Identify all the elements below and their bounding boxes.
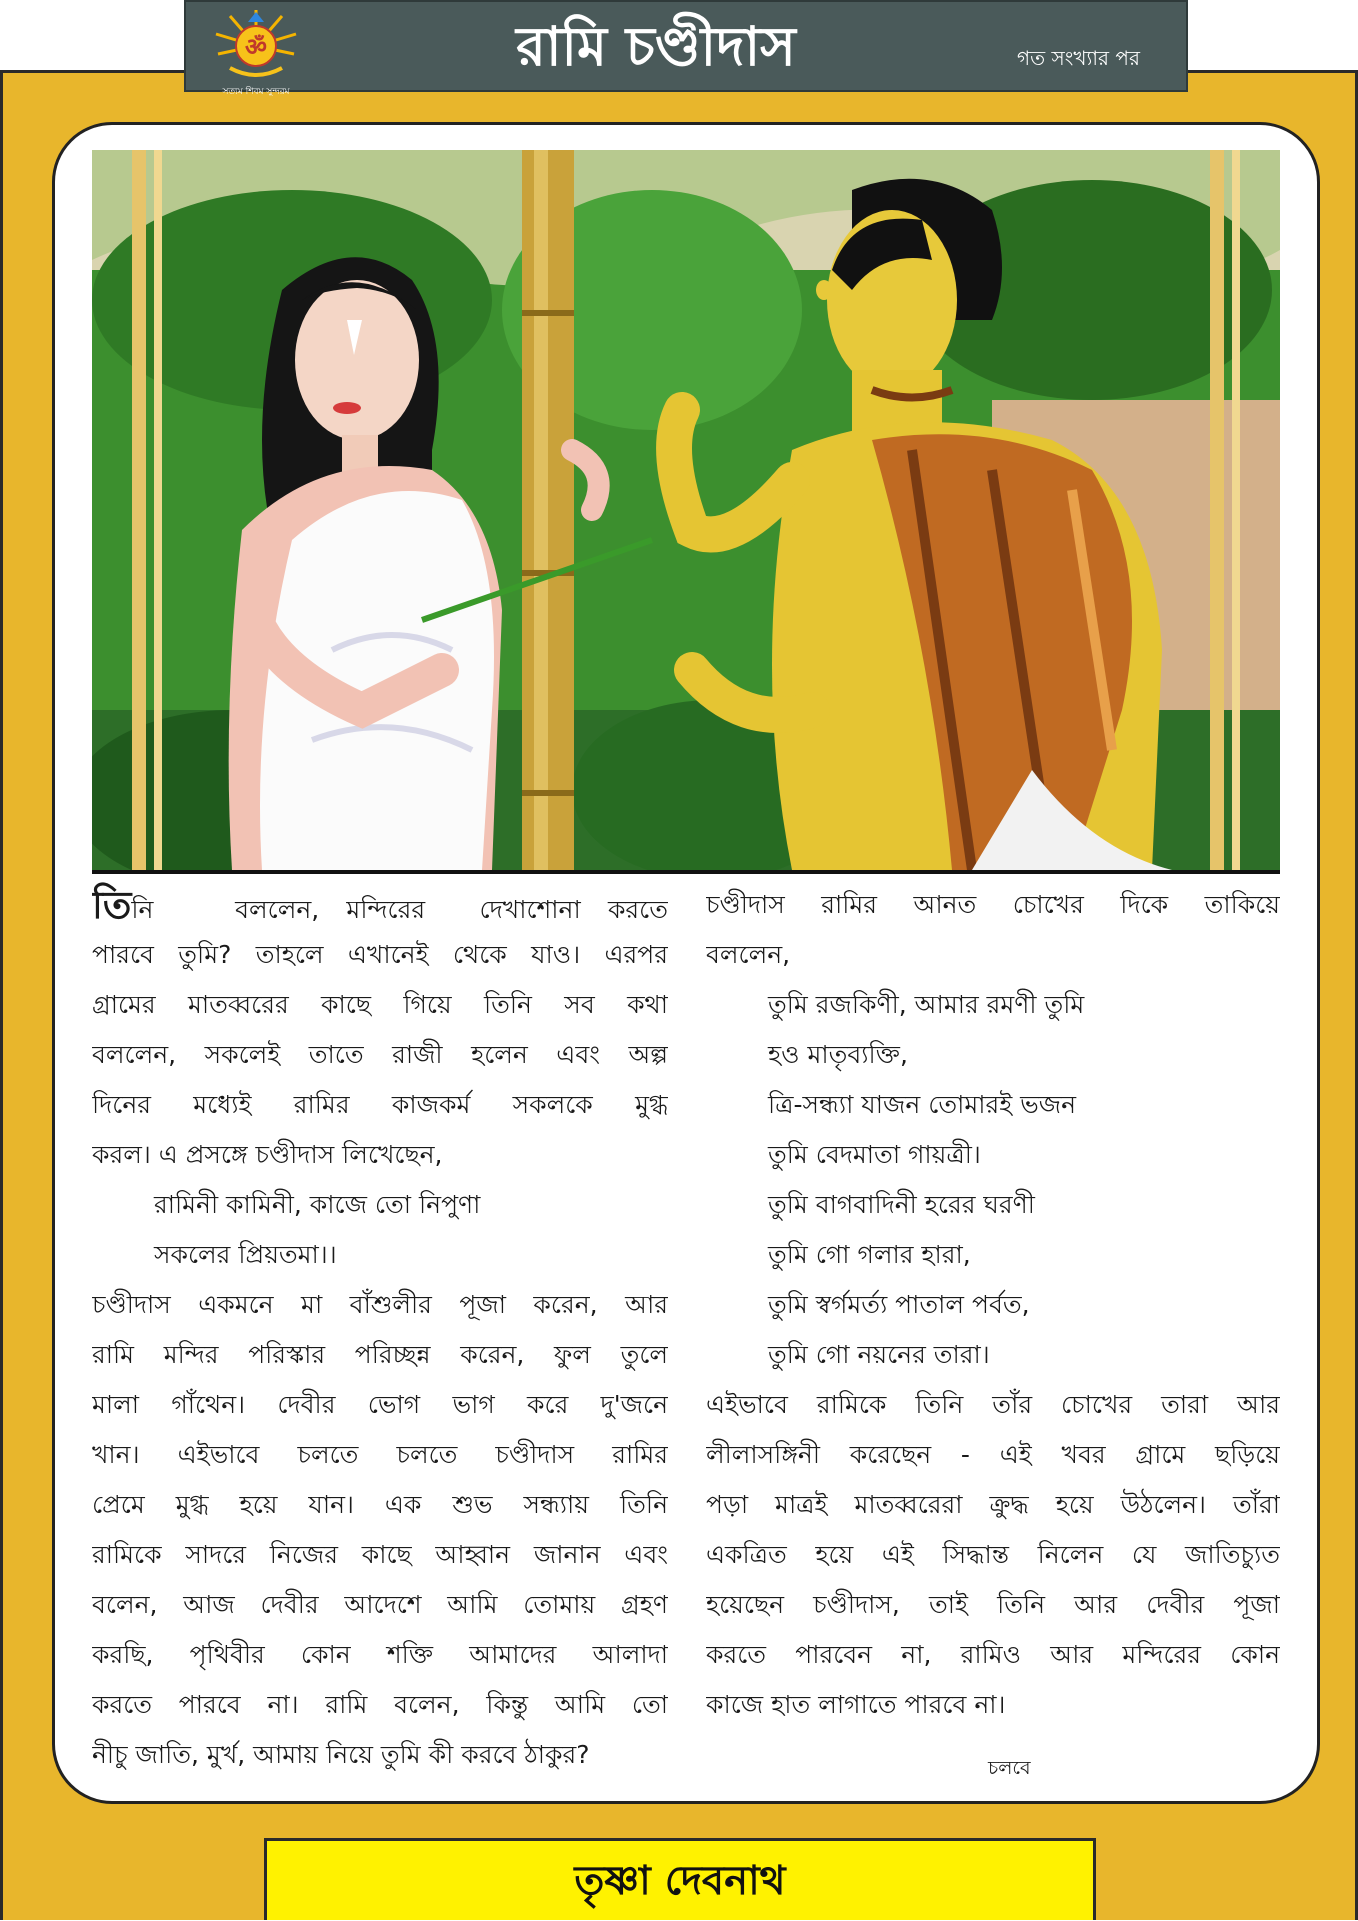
article-line: বলেন, আজ দেবীর আদেশে আমি তোমায় গ্রহণ: [92, 1590, 668, 1619]
section-divider: [92, 870, 1280, 874]
poem-line: রামিনী কামিনী, কাজে তো নিপুণা: [154, 1190, 481, 1219]
header-subtitle: গত সংখ্যার পর: [1017, 46, 1140, 70]
author-name: তৃষ্ণা দেবনাথ: [574, 1858, 786, 1904]
article-line: বললেন, সকলেই তাতে রাজী হলেন এবং অল্প: [92, 1040, 668, 1069]
poem-line: তুমি রজকিণী, আমার রমণী তুমি: [768, 990, 1085, 1019]
article-line: রামিকে সাদরে নিজের কাছে আহ্বান জানান এবং: [92, 1540, 668, 1569]
article-line: নীচু জাতি, মুর্খ, আমায় নিয়ে তুমি কী করবে ঠাকুর?: [92, 1740, 590, 1769]
poem-line: তুমি স্বর্গমর্ত্য পাতাল পর্বত,: [768, 1290, 1030, 1319]
article-line: করতে পারবে না। রামি বলেন, কিন্তু আমি তো: [92, 1690, 668, 1719]
article-line: লীলাসঙ্গিনী করেছেন - এই খবর গ্রামে ছড়িয়ে: [706, 1440, 1280, 1469]
poem-line: হও মাতৃব্যক্তি,: [768, 1040, 908, 1069]
article-line: [92, 880, 668, 930]
article-line: মালা গাঁথেন। দেবীর ভোগ ভাগ করে দু'জনে: [92, 1390, 668, 1419]
article-line: করছি, পৃথিবীর কোন শক্তি আমাদের আলাদা: [92, 1640, 668, 1669]
article-line: দিনের মধ্যেই রামির কাজকর্ম সকলকে মুগ্ধ: [92, 1090, 668, 1119]
author-box: [264, 1838, 1096, 1920]
poem-line: তুমি বাগবাদিনী হরের ঘরণী: [768, 1190, 1035, 1219]
article-column-left: [92, 880, 668, 1780]
poem-line: ত্রি-সন্ধ্যা যাজন তোমারই ভজন: [768, 1090, 1077, 1119]
header-bar: [184, 0, 1188, 97]
article-line: করতে পারবেন না, রামিও আর মন্দিরের কোন: [706, 1640, 1280, 1669]
poem-line: তুমি বেদমাতা গায়ত্রী।: [768, 1140, 981, 1169]
logo-caption: সত্যম শিবম সুন্দরম: [222, 87, 290, 97]
poem-line: তুমি গো গলার হারা,: [768, 1240, 971, 1269]
poem-line: সকলের প্রিয়তমা।।: [154, 1240, 337, 1269]
rami-chandidas-illustration: [92, 150, 1280, 870]
om-sunburst-logo-icon: [210, 6, 302, 97]
article-line: রামি মন্দির পরিস্কার পরিচ্ছন্ন করেন, ফুল তুলে: [92, 1340, 668, 1369]
article-line: গ্রামের মাতব্বরের কাছে গিয়ে তিনি সব কথা: [92, 990, 668, 1019]
page-title: রামি চণ্ডীদাস: [516, 15, 796, 78]
drop-cap: তি: [92, 883, 132, 927]
poem-line: তুমি গো নয়নের তারা।: [768, 1340, 990, 1369]
first-line-rest: নি বললেন, মন্দিরের দেখাশোনা করতে: [131, 895, 668, 924]
article-line: চণ্ডীদাস রামির আনত চোখের দিকে তাকিয়ে: [706, 890, 1280, 919]
article-line: বললেন,: [706, 940, 791, 969]
article-line: চণ্ডীদাস একমনে মা বাঁশুলীর পূজা করেন, আর: [92, 1290, 668, 1319]
article-line: হয়েছেন চণ্ডীদাস, তাই তিনি আর দেবীর পূজা: [706, 1590, 1280, 1619]
article-line: প্রেমে মুগ্ধ হয়ে যান। এক শুভ সন্ধ্যায় তিনি: [92, 1490, 668, 1519]
article-line: এইভাবে রামিকে তিনি তাঁর চোখের তারা আর: [706, 1390, 1280, 1419]
article-line: করল। এ প্রসঙ্গে চণ্ডীদাস লিখেছেন,: [92, 1140, 443, 1169]
article-line: একত্রিত হয়ে এই সিদ্ধান্ত নিলেন যে জাতিচ্যুত: [706, 1540, 1280, 1569]
article-line: পড়া মাত্রই মাতব্বরেরা ক্রুদ্ধ হয়ে উঠলেন। তাঁরা: [706, 1490, 1280, 1519]
continued-label: চলবে: [988, 1757, 1031, 1779]
article-line: কাজে হাত লাগাতে পারবে না।: [706, 1690, 1006, 1719]
svg-text:ॐ: ॐ: [245, 33, 267, 61]
article-line: পারবে তুমি? তাহলে এখানেই থেকে যাও। এরপর: [92, 940, 668, 969]
article-line: খান। এইভাবে চলতে চলতে চণ্ডীদাস রামির: [92, 1440, 668, 1469]
article-column-right: [706, 880, 1280, 1730]
